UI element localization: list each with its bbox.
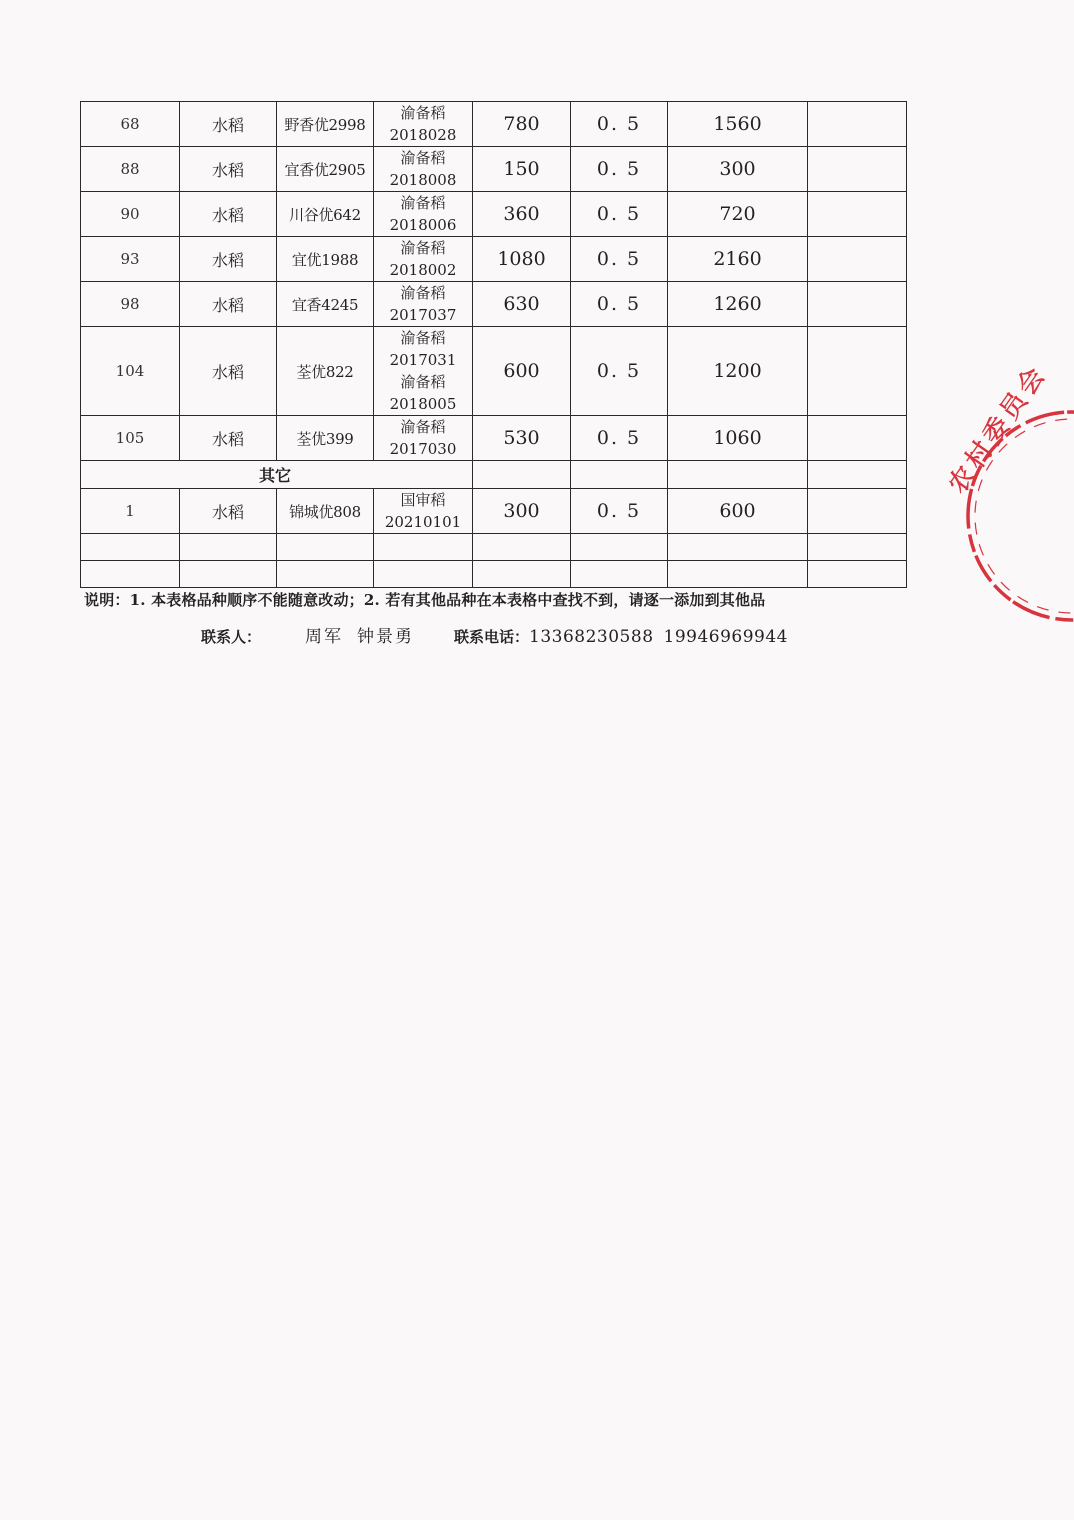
section-label: 其它 (81, 461, 473, 489)
table-body (81, 102, 907, 588)
price-cell: 0. 5 (571, 102, 668, 147)
amount-cell: 300 (668, 147, 808, 192)
approval-cell (374, 327, 473, 416)
approval-line: 2017031 (389, 351, 457, 369)
approval-line: 渝备稻 (400, 194, 446, 212)
row-number: 68 (81, 102, 180, 147)
approval-line: 2017030 (389, 440, 457, 458)
section-row (81, 461, 907, 489)
quantity-cell: 780 (473, 102, 571, 147)
approval-cell (374, 489, 473, 534)
price-cell: 0. 5 (571, 282, 668, 327)
approval-line: 2018006 (389, 216, 457, 234)
row-number: 104 (81, 327, 180, 416)
row-number: 93 (81, 237, 180, 282)
seal-icon (942, 359, 1074, 630)
approval-line: 2017037 (389, 306, 457, 324)
empty-cell (668, 461, 808, 489)
table-row (81, 147, 907, 192)
phone-number-2: 19946969944 (663, 627, 788, 647)
variety-cell: 荃优822 (277, 327, 374, 416)
price-cell: 0. 5 (571, 416, 668, 461)
approval-line: 2018028 (389, 126, 457, 144)
phone-number-1: 13368230588 (529, 627, 654, 647)
approval-line: 2018002 (389, 261, 457, 279)
approval-line: 渝备稻 (400, 104, 446, 122)
blank-row (81, 561, 907, 588)
variety-cell: 宜优1988 (277, 237, 374, 282)
contact-name-1: 周军 (305, 627, 344, 647)
row-number: 98 (81, 282, 180, 327)
variety-cell: 野香优2998 (277, 102, 374, 147)
blank-row (81, 534, 907, 561)
empty-cell (374, 561, 473, 588)
approval-line: 渝备稻 (400, 329, 446, 347)
crop-cell: 水稻 (180, 327, 277, 416)
empty-cell (473, 534, 571, 561)
approval-cell (374, 416, 473, 461)
amount-cell: 1060 (668, 416, 808, 461)
empty-cell (374, 534, 473, 561)
crop-cell: 水稻 (180, 192, 277, 237)
remark-cell (808, 192, 907, 237)
table-row (81, 489, 907, 534)
table-row (81, 237, 907, 282)
amount-cell: 1560 (668, 102, 808, 147)
variety-cell: 川谷优642 (277, 192, 374, 237)
approval-line: 2018005 (389, 395, 457, 413)
price-cell: 0. 5 (571, 489, 668, 534)
remark-cell (808, 282, 907, 327)
variety-cell: 宜香4245 (277, 282, 374, 327)
approval-line: 20210101 (384, 513, 462, 531)
table-row (81, 327, 907, 416)
svg-text:农村委员会: 农村委员会 (942, 359, 1054, 500)
amount-cell: 600 (668, 489, 808, 534)
row-number: 88 (81, 147, 180, 192)
remark-cell (808, 102, 907, 147)
remark-cell (808, 237, 907, 282)
variety-cell: 锦城优808 (277, 489, 374, 534)
price-cell: 0. 5 (571, 192, 668, 237)
empty-cell (473, 461, 571, 489)
remark-cell (808, 147, 907, 192)
approval-line: 2018008 (389, 171, 457, 189)
contact-line (201, 622, 788, 647)
crop-cell: 水稻 (180, 489, 277, 534)
amount-cell: 720 (668, 192, 808, 237)
contact-name-2: 钟景勇 (357, 627, 415, 647)
contact-phones (529, 627, 788, 647)
remark-cell (808, 489, 907, 534)
crop-cell: 水稻 (180, 237, 277, 282)
contact-names (305, 627, 414, 647)
empty-cell (808, 461, 907, 489)
row-number: 105 (81, 416, 180, 461)
price-cell: 0. 5 (571, 237, 668, 282)
table-note: 说明：1. 本表格品种顺序不能随意改动；2. 若有其他品种在本表格中查找不到，请逐一添加到其他品 (84, 591, 766, 609)
empty-cell (571, 561, 668, 588)
empty-cell (277, 561, 374, 588)
price-cell: 0. 5 (571, 147, 668, 192)
amount-cell: 1260 (668, 282, 808, 327)
empty-cell (277, 534, 374, 561)
approval-line: 国审稻 (400, 491, 446, 509)
crop-cell: 水稻 (180, 282, 277, 327)
quantity-cell: 150 (473, 147, 571, 192)
variety-cell: 宜香优2905 (277, 147, 374, 192)
approval-cell (374, 192, 473, 237)
approval-line: 渝备稻 (400, 418, 446, 436)
approval-line: 渝备稻 (400, 373, 446, 391)
empty-cell (81, 561, 180, 588)
quantity-cell: 360 (473, 192, 571, 237)
row-number: 1 (81, 489, 180, 534)
table-row (81, 102, 907, 147)
approval-cell (374, 282, 473, 327)
remark-cell (808, 416, 907, 461)
approval-cell (374, 147, 473, 192)
empty-cell (81, 534, 180, 561)
empty-cell (180, 534, 277, 561)
quantity-cell: 300 (473, 489, 571, 534)
official-seal-stamp (942, 359, 1074, 630)
empty-cell (668, 561, 808, 588)
quantity-cell: 530 (473, 416, 571, 461)
approval-line: 渝备稻 (400, 239, 446, 257)
approval-cell (374, 237, 473, 282)
table-row (81, 192, 907, 237)
amount-cell: 1200 (668, 327, 808, 416)
quantity-cell: 630 (473, 282, 571, 327)
crop-cell: 水稻 (180, 147, 277, 192)
table-row (81, 416, 907, 461)
quantity-cell: 1080 (473, 237, 571, 282)
empty-cell (180, 561, 277, 588)
crop-cell: 水稻 (180, 416, 277, 461)
approval-line: 渝备稻 (400, 284, 446, 302)
amount-cell: 2160 (668, 237, 808, 282)
empty-cell (473, 561, 571, 588)
approval-line: 渝备稻 (400, 149, 446, 167)
empty-cell (668, 534, 808, 561)
empty-cell (808, 534, 907, 561)
empty-cell (571, 461, 668, 489)
remark-cell (808, 327, 907, 416)
variety-cell: 荃优399 (277, 416, 374, 461)
seed-order-table (80, 101, 907, 588)
quantity-cell: 600 (473, 327, 571, 416)
empty-cell (571, 534, 668, 561)
approval-cell (374, 102, 473, 147)
empty-cell (808, 561, 907, 588)
row-number: 90 (81, 192, 180, 237)
contact-label: 联系人： (201, 628, 262, 646)
phone-label: 联系电话： (454, 628, 530, 646)
table-row (81, 282, 907, 327)
crop-cell: 水稻 (180, 102, 277, 147)
price-cell: 0. 5 (571, 327, 668, 416)
